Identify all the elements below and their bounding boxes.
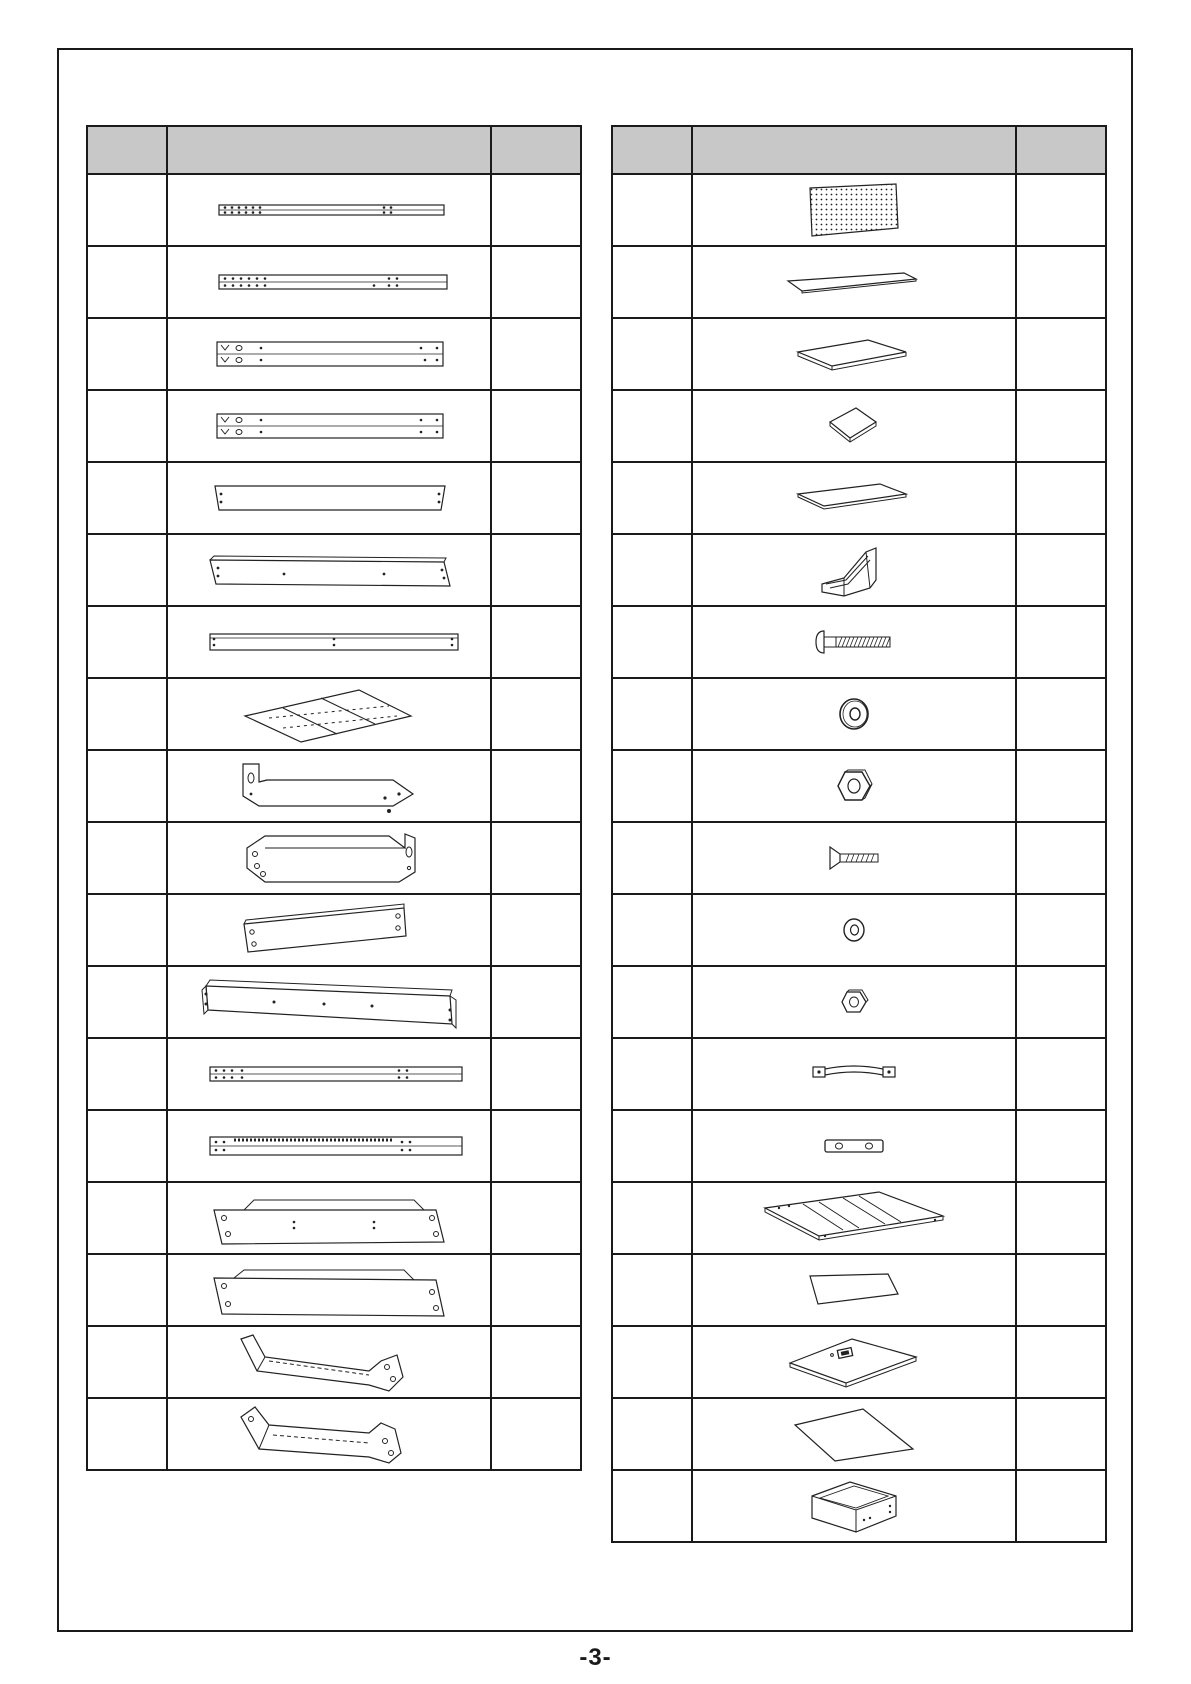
table-row — [87, 1038, 581, 1110]
part-image-cell — [692, 1110, 1016, 1182]
table-row — [87, 1398, 581, 1470]
part-key-cell — [87, 1254, 167, 1326]
part-key-cell — [612, 1398, 692, 1470]
page-number: -3- — [579, 1644, 612, 1671]
table-row — [87, 174, 581, 246]
thin-bar-icon — [194, 627, 464, 657]
drawer-box-icon — [804, 1476, 904, 1536]
part-image-cell — [167, 966, 491, 1038]
long-rail-with-slots-variant-icon — [199, 267, 459, 297]
part-image-cell — [692, 894, 1016, 966]
table-row — [87, 534, 581, 606]
header-part — [692, 126, 1016, 174]
part-image-cell — [167, 462, 491, 534]
corner-bracket-icon — [814, 540, 894, 600]
part-qty-cell — [1016, 246, 1106, 318]
part-key-cell — [87, 246, 167, 318]
part-image-cell — [692, 1182, 1016, 1254]
drawer-slide-bracket-variant-icon — [229, 1403, 429, 1465]
part-key-cell — [87, 1326, 167, 1398]
part-image-cell — [692, 1038, 1016, 1110]
table-row — [87, 750, 581, 822]
part-image-cell — [167, 606, 491, 678]
header-key — [612, 126, 692, 174]
table-row — [87, 246, 581, 318]
part-image-cell — [167, 894, 491, 966]
table-row — [612, 822, 1106, 894]
part-key-cell — [87, 822, 167, 894]
part-key-cell — [87, 534, 167, 606]
part-qty-cell — [1016, 966, 1106, 1038]
flat-bar-icon — [199, 480, 459, 516]
part-key-cell — [612, 894, 692, 966]
part-image-cell — [167, 390, 491, 462]
part-qty-cell — [1016, 390, 1106, 462]
part-key-cell — [87, 462, 167, 534]
table-row — [612, 1254, 1106, 1326]
table-row — [87, 678, 581, 750]
small-washer-icon — [839, 915, 869, 945]
table-row — [87, 390, 581, 462]
part-key-cell — [612, 1470, 692, 1542]
part-image-cell — [692, 534, 1016, 606]
table-row — [87, 1254, 581, 1326]
mounting-plate-icon — [204, 1188, 454, 1248]
part-key-cell — [87, 318, 167, 390]
small-hex-nut-icon — [837, 985, 871, 1019]
drawer-frame-icon — [759, 1186, 949, 1250]
part-qty-cell — [1016, 174, 1106, 246]
table-row — [612, 894, 1106, 966]
part-key-cell — [87, 1038, 167, 1110]
part-qty-cell — [491, 1038, 581, 1110]
bracket-left-icon — [229, 756, 429, 816]
table-row — [612, 966, 1106, 1038]
table-row — [87, 1110, 581, 1182]
part-key-cell — [87, 390, 167, 462]
part-image-cell — [167, 318, 491, 390]
part-qty-cell — [491, 1398, 581, 1470]
table-row — [612, 750, 1106, 822]
parts-table-left — [86, 125, 582, 1471]
part-image-cell — [692, 750, 1016, 822]
keyhole-rail-icon — [199, 337, 459, 371]
liner-sheet-icon — [804, 1270, 904, 1310]
part-qty-cell — [1016, 318, 1106, 390]
part-qty-cell — [491, 750, 581, 822]
hinge-rail-icon — [194, 1131, 464, 1161]
part-key-cell — [87, 750, 167, 822]
part-qty-cell — [1016, 1470, 1106, 1542]
table-row — [612, 390, 1106, 462]
part-key-cell — [612, 462, 692, 534]
part-image-cell — [692, 318, 1016, 390]
part-key-cell — [612, 1326, 692, 1398]
part-qty-cell — [1016, 678, 1106, 750]
channel-beam-icon — [194, 972, 464, 1032]
part-image-cell — [167, 1182, 491, 1254]
part-qty-cell — [491, 246, 581, 318]
table-row — [87, 822, 581, 894]
part-key-cell — [612, 534, 692, 606]
part-image-cell — [692, 1326, 1016, 1398]
long-rail-with-slots-icon — [199, 195, 459, 225]
part-key-cell — [87, 1110, 167, 1182]
part-image-cell — [692, 246, 1016, 318]
table-row — [612, 1038, 1106, 1110]
part-qty-cell — [1016, 750, 1106, 822]
carriage-bolt-icon — [814, 627, 894, 657]
part-key-cell — [87, 894, 167, 966]
table-row — [87, 1182, 581, 1254]
table-row — [612, 534, 1106, 606]
short-plate-icon — [234, 900, 424, 960]
pegboard-panel-icon — [804, 182, 904, 238]
part-qty-cell — [491, 1110, 581, 1182]
parts-table-right — [611, 125, 1107, 1543]
header-part — [167, 126, 491, 174]
link-plate-icon — [819, 1134, 889, 1158]
part-image-cell — [167, 1110, 491, 1182]
header-qty — [1016, 126, 1106, 174]
part-qty-cell — [491, 678, 581, 750]
angled-bar-icon — [194, 550, 464, 590]
part-qty-cell — [1016, 1326, 1106, 1398]
part-image-cell — [167, 1326, 491, 1398]
part-image-cell — [167, 1254, 491, 1326]
header-qty — [491, 126, 581, 174]
part-key-cell — [612, 1254, 692, 1326]
part-key-cell — [87, 1398, 167, 1470]
part-image-cell — [692, 174, 1016, 246]
washer-icon — [834, 694, 874, 734]
part-key-cell — [612, 606, 692, 678]
part-qty-cell — [1016, 462, 1106, 534]
part-key-cell — [87, 174, 167, 246]
part-image-cell — [692, 462, 1016, 534]
part-image-cell — [692, 390, 1016, 462]
bracket-right-icon — [229, 828, 429, 888]
part-key-cell — [612, 1038, 692, 1110]
part-qty-cell — [491, 1326, 581, 1398]
part-image-cell — [167, 1038, 491, 1110]
keyhole-rail-short-icon — [199, 409, 459, 443]
part-key-cell — [87, 606, 167, 678]
perforated-tray-icon — [239, 684, 419, 744]
part-qty-cell — [491, 966, 581, 1038]
part-key-cell — [612, 966, 692, 1038]
table-row — [612, 318, 1106, 390]
table-header-row — [612, 126, 1106, 174]
part-qty-cell — [491, 894, 581, 966]
part-qty-cell — [491, 318, 581, 390]
part-key-cell — [612, 318, 692, 390]
part-qty-cell — [1016, 1038, 1106, 1110]
table-row — [612, 678, 1106, 750]
table-row — [612, 246, 1106, 318]
part-qty-cell — [1016, 1182, 1106, 1254]
table-row — [87, 1326, 581, 1398]
part-qty-cell — [1016, 606, 1106, 678]
part-key-cell — [612, 822, 692, 894]
part-qty-cell — [1016, 1110, 1106, 1182]
table-row — [612, 1326, 1106, 1398]
shelf-board-icon — [794, 478, 914, 518]
part-qty-cell — [491, 462, 581, 534]
part-qty-cell — [491, 390, 581, 462]
part-image-cell — [167, 822, 491, 894]
part-image-cell — [692, 678, 1016, 750]
table-row — [612, 462, 1106, 534]
board-panel-icon — [794, 334, 914, 374]
table-row — [87, 318, 581, 390]
part-key-cell — [612, 174, 692, 246]
part-image-cell — [167, 1398, 491, 1470]
part-image-cell — [167, 174, 491, 246]
part-image-cell — [167, 750, 491, 822]
part-qty-cell — [491, 1182, 581, 1254]
part-image-cell — [167, 246, 491, 318]
handle-icon — [809, 1059, 899, 1089]
part-image-cell — [692, 966, 1016, 1038]
part-qty-cell — [491, 822, 581, 894]
lid-panel-with-lock-icon — [784, 1333, 924, 1391]
table-row — [612, 174, 1106, 246]
table-row — [87, 894, 581, 966]
part-key-cell — [612, 678, 692, 750]
part-image-cell — [167, 534, 491, 606]
part-key-cell — [612, 1182, 692, 1254]
table-row — [87, 966, 581, 1038]
thin-panel-icon — [784, 265, 924, 299]
part-qty-cell — [1016, 822, 1106, 894]
table-row — [612, 1110, 1106, 1182]
hex-nut-icon — [832, 764, 876, 808]
part-key-cell — [87, 966, 167, 1038]
part-qty-cell — [491, 534, 581, 606]
slot-rail-icon — [194, 1059, 464, 1089]
part-image-cell — [692, 1254, 1016, 1326]
part-image-cell — [692, 606, 1016, 678]
part-qty-cell — [491, 1254, 581, 1326]
small-square-board-icon — [824, 404, 884, 448]
part-qty-cell — [491, 606, 581, 678]
mounting-plate-variant-icon — [204, 1260, 454, 1320]
header-key — [87, 126, 167, 174]
table-row — [87, 462, 581, 534]
drawer-slide-bracket-icon — [229, 1331, 429, 1393]
part-qty-cell — [491, 174, 581, 246]
part-key-cell — [87, 678, 167, 750]
part-image-cell — [692, 822, 1016, 894]
table-row — [612, 1182, 1106, 1254]
part-key-cell — [612, 1110, 692, 1182]
table-row — [612, 606, 1106, 678]
flat-head-screw-icon — [824, 843, 884, 873]
part-qty-cell — [1016, 894, 1106, 966]
table-row — [612, 1398, 1106, 1470]
part-key-cell — [87, 1182, 167, 1254]
part-key-cell — [612, 246, 692, 318]
part-image-cell — [692, 1398, 1016, 1470]
table-row — [612, 1470, 1106, 1542]
part-image-cell — [167, 678, 491, 750]
part-key-cell — [612, 390, 692, 462]
part-image-cell — [692, 1470, 1016, 1542]
part-qty-cell — [1016, 1254, 1106, 1326]
table-header-row — [87, 126, 581, 174]
part-key-cell — [612, 750, 692, 822]
table-row — [87, 606, 581, 678]
part-qty-cell — [1016, 1398, 1106, 1470]
part-qty-cell — [1016, 534, 1106, 606]
bottom-sheet-icon — [789, 1405, 919, 1463]
